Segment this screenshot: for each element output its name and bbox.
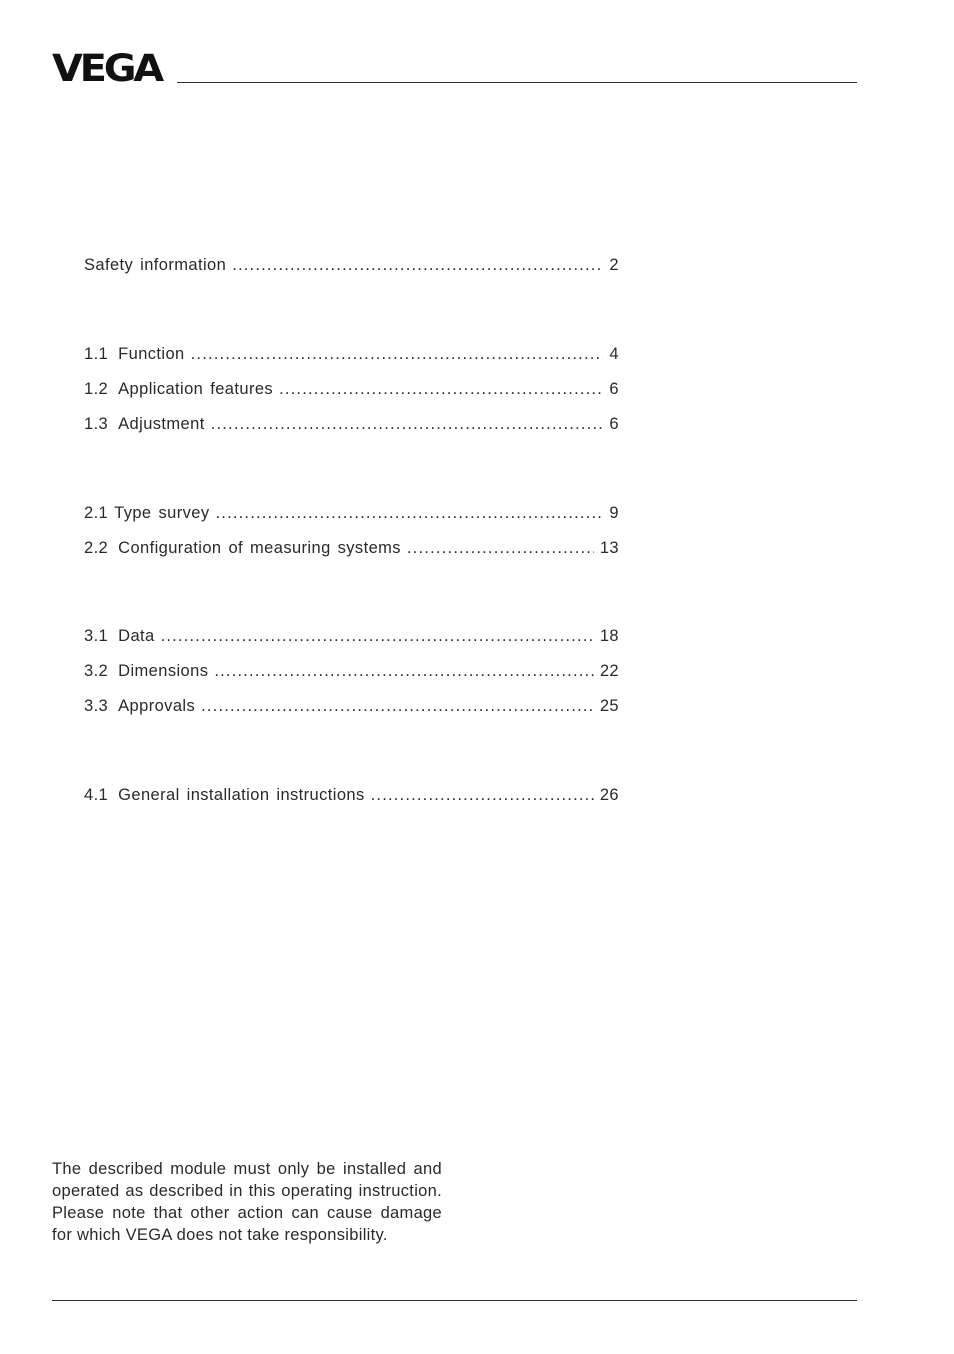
toc-entry-title: Safety information [84, 256, 227, 274]
toc-entry-page: 6 [609, 415, 619, 433]
toc-entry-page: 9 [609, 504, 619, 522]
toc-entry-title: Application features [118, 380, 274, 398]
toc-entry-configuration-of-measuring-systems[interactable] [84, 539, 619, 561]
toc-entry-page: 22 [599, 662, 619, 680]
toc-entry-page: 13 [599, 539, 619, 557]
toc-dot-leader [407, 539, 594, 558]
toc-entry-number: 4.1 [84, 786, 109, 804]
toc-entry-number: 3.2 [84, 662, 109, 680]
toc-entry-title: Dimensions [118, 662, 209, 680]
toc-entry-data[interactable] [84, 627, 619, 649]
toc-entry-type-survey[interactable] [84, 504, 619, 526]
header-divider [177, 82, 857, 83]
toc-dot-leader [214, 662, 594, 681]
toc-entry-page: 18 [599, 627, 619, 645]
toc-dot-leader [216, 504, 604, 523]
toc-entry-title: Data [118, 627, 155, 645]
toc-entry-title: Adjustment [118, 415, 205, 433]
safety-note-paragraph: The described module must only be installed and operated as described in this operating instruction. Please note that other action can cause damage for which VEGA does not take responsibility. [52, 1159, 442, 1244]
toc-entry-title: Configuration of measuring systems [118, 539, 401, 557]
toc-entry-number: 1.3 [84, 415, 109, 433]
toc-dot-leader [371, 786, 594, 805]
toc-entry-adjustment[interactable] [84, 415, 619, 437]
toc-entry-title: Type survey [114, 504, 210, 522]
toc-entry-number: 2.2 [84, 539, 109, 557]
toc-entry-approvals[interactable] [84, 697, 619, 719]
toc-entry-number: 3.3 [84, 697, 109, 715]
toc-entry-page: 6 [609, 380, 619, 398]
toc-dot-leader [232, 256, 603, 275]
toc-entry-page: 26 [599, 786, 619, 804]
toc-entry-general-installation-instructions[interactable] [84, 786, 619, 808]
toc-entry-dimensions[interactable] [84, 662, 619, 684]
toc-dot-leader [191, 345, 604, 364]
toc-entry-title: Approvals [118, 697, 196, 715]
toc-entry-page: 2 [609, 256, 619, 274]
toc-dot-leader [211, 415, 604, 434]
toc-entry-page: 25 [599, 697, 619, 715]
toc-entry-number: 2.1 [84, 504, 109, 522]
toc-entry-safety-information[interactable] [84, 256, 619, 278]
toc-dot-leader [279, 380, 603, 399]
toc-entry-number: 3.1 [84, 627, 109, 645]
toc-entry-number: 1.2 [84, 380, 109, 398]
toc-entry-title: Function [118, 345, 185, 363]
toc-entry-page: 4 [609, 345, 619, 363]
toc-entry-application-features[interactable] [84, 380, 619, 402]
toc-dot-leader [161, 627, 594, 646]
toc-entry-title: General installation instructions [118, 786, 365, 804]
toc-dot-leader [201, 697, 594, 716]
vega-logo: VEGA [52, 47, 161, 90]
toc-entry-function[interactable] [84, 345, 619, 367]
toc-entry-number: 1.1 [84, 345, 109, 363]
footer-divider [52, 1300, 857, 1301]
